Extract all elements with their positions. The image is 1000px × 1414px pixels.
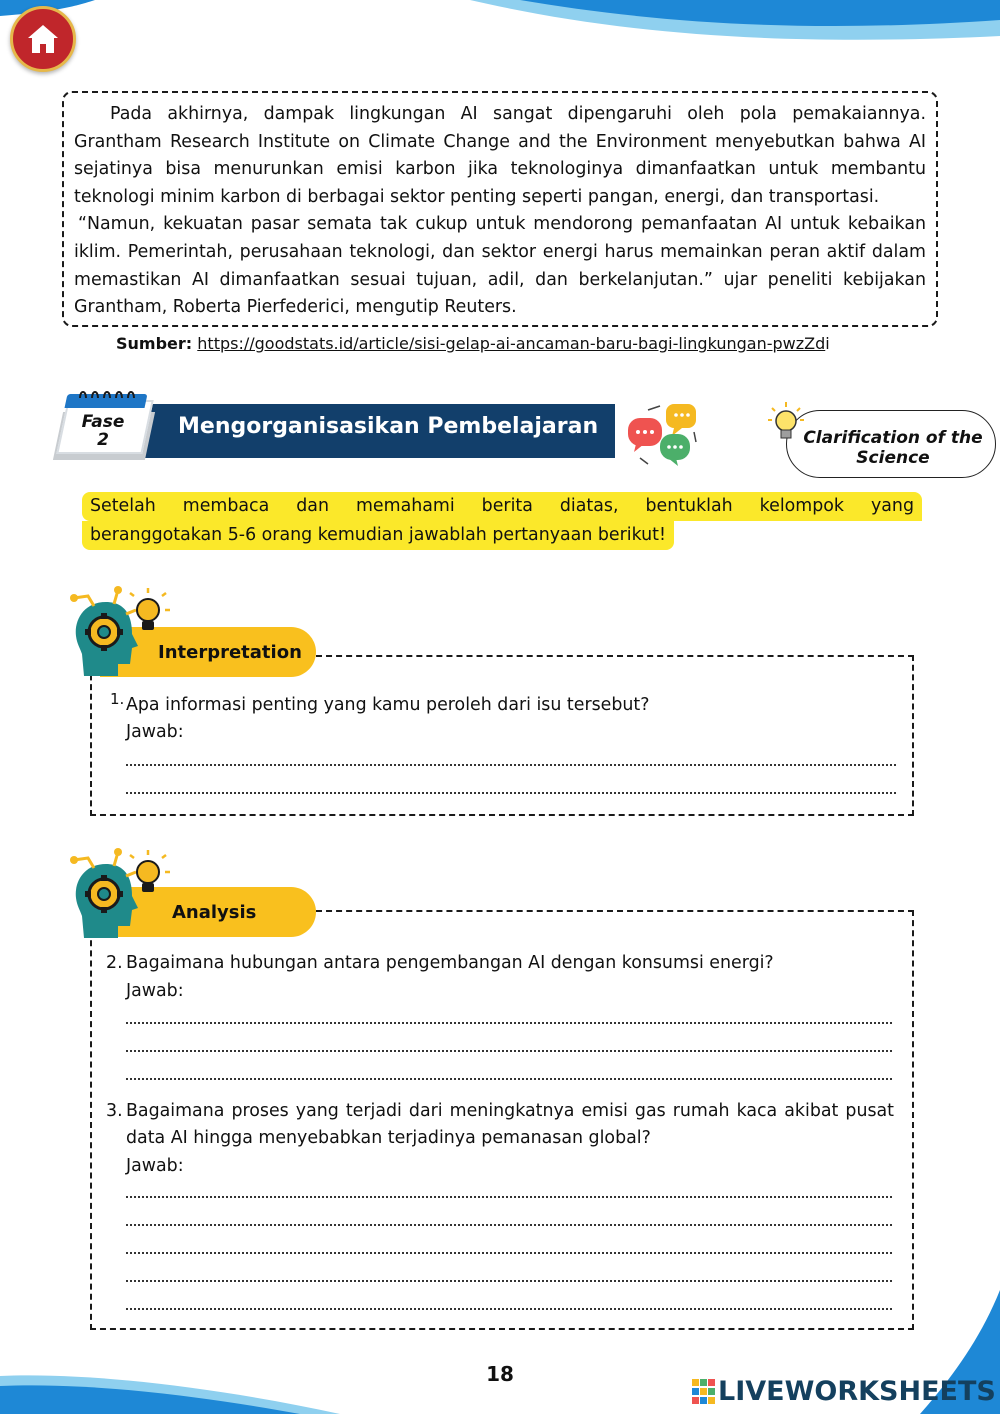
- brand-name: LIVEWORKSHEETS: [718, 1376, 996, 1407]
- brand-logo: [692, 1376, 996, 1407]
- clarification-text: Clarification of the Science: [803, 428, 983, 468]
- passage-paragraph-1: Pada akhirnya, dampak lingkungan AI sangat dipengaruhi oleh pola pemakaiannya. Grantham Research Institute on Climate Change and the Environment menyebutkan bahwa AI sejatinya bisa menurunkan emisi karbon jika teknologinya dimanfaatkan untuk membantu teknologi minim karbon di berbagai sektor penting seperti pangan, energi, dan transportasi.: [74, 104, 926, 207]
- home-icon: [25, 22, 61, 56]
- liveworksheets-logo-icon: [692, 1379, 716, 1405]
- answer-line-1b[interactable]: [126, 792, 896, 794]
- answer-line-3a[interactable]: [126, 1196, 892, 1198]
- instruction-line-2: beranggotakan 5-6 orang kemudian jawablah pertanyaan berikut!: [82, 521, 674, 550]
- answer-line-2a[interactable]: [126, 1022, 892, 1024]
- source-label: Sumber:: [116, 334, 193, 353]
- question-2-number: 2.: [106, 953, 123, 973]
- answer-line-3b[interactable]: [126, 1224, 892, 1226]
- question-3-text: Bagaimana proses yang terjadi dari meningkatnya emisi gas rumah kaca akibat pusat data AI hingga menyebabkan terjadinya pemanasan global?: [126, 1101, 894, 1148]
- page-number: 18: [486, 1362, 514, 1386]
- interpretation-title: Interpretation: [158, 641, 302, 663]
- question-1-number: 1.: [110, 690, 125, 708]
- source-citation: [116, 334, 830, 353]
- analysis-box-top-border: [316, 910, 914, 912]
- reading-passage: [62, 91, 938, 327]
- answer-line-3c[interactable]: [126, 1252, 892, 1254]
- head-gear-lightbulb-icon: [66, 584, 176, 680]
- home-button[interactable]: [10, 6, 76, 72]
- answer-line-2c[interactable]: [126, 1078, 892, 1080]
- analysis-title: Analysis: [172, 901, 257, 923]
- source-link[interactable]: https://goodstats.id/article/sisi-gelap-ai-ancaman-baru-bagi-lingkungan-pwzZd: [197, 334, 826, 353]
- source-suffix: i: [825, 334, 830, 353]
- question-2-text: Bagaimana hubungan antara pengembangan AI dengan konsumsi energi?: [126, 953, 774, 973]
- question-1-answer-label: Jawab:: [126, 722, 184, 742]
- question-2-answer-label: Jawab:: [126, 981, 184, 1001]
- calendar-rings-icon: [76, 388, 138, 400]
- question-3-number: 3.: [106, 1101, 123, 1121]
- question-1-text: Apa informasi penting yang kamu peroleh dari isu tersebut?: [126, 695, 650, 715]
- passage-paragraph-2: “Namun, kekuatan pasar semata tak cukup untuk mendorong pemanfaatan AI untuk kebaikan iklim. Pemerintah, perusahaan teknologi, dan sektor energi harus memainkan peran aktif dalam memastikan AI dimanfaatkan sesuai tujuan, adil, dan berkelanjutan.” ujar peneliti kebijakan Grantham, Roberta Pierfederici, mengutip Reuters.: [74, 214, 926, 318]
- instruction-highlight: [82, 492, 922, 550]
- phase-word: Fase: [81, 412, 125, 432]
- phase-title: Mengorganisasikan Pembelajaran: [178, 414, 599, 439]
- phase-number: 2: [97, 430, 109, 450]
- phase-label: [72, 413, 134, 449]
- answer-line-3d[interactable]: [126, 1280, 892, 1282]
- interpretation-box-top-border: [316, 655, 914, 657]
- question-3-answer-label: Jawab:: [126, 1156, 184, 1176]
- top-wave-decoration: [0, 0, 1000, 60]
- answer-line-2b[interactable]: [126, 1050, 892, 1052]
- chat-bubbles-icon: [626, 400, 702, 472]
- answer-line-3e[interactable]: [126, 1308, 892, 1310]
- head-gear-lightbulb-icon: [66, 846, 176, 942]
- instruction-line-1: Setelah membaca dan memahami berita diatas, bentuklah kelompok yang: [82, 492, 922, 521]
- answer-line-1a[interactable]: [126, 764, 896, 766]
